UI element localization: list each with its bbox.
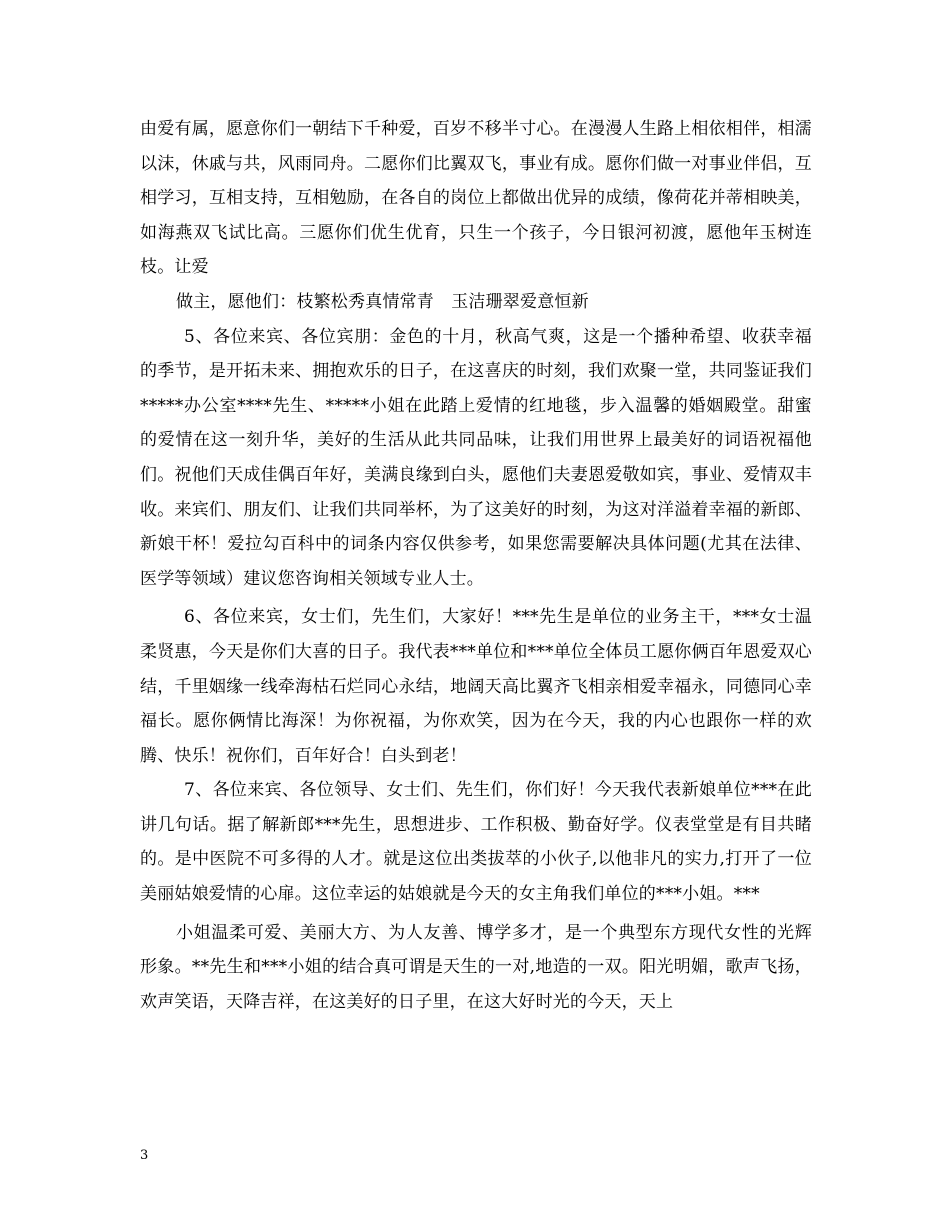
paragraph-bride-description: 小姐温柔可爱、美丽大方、为人友善、博学多才，是一个典型东方现代女性的光辉形象。**先生和***小姐的结合真可谓是天生的一对,地造的一双。阳光明媚，歌声飞扬，欢声笑语，天降吉祥，在这美好的日子里，在这大好时光的今天，天上	[140, 922, 812, 1012]
paragraph-blessings: 由爱有属，愿意你们一朝结下千种爱，百岁不移半寸心。在漫漫人生路上相依相伴，相濡以沫，休戚与共，风雨同舟。二愿你们比翼双飞，事业有成。愿你们做一对事业伴侣，互相学习，互相支持，互相勉励，在各自的岗位上都做出优异的成绩，像荷花并蒂相映美，如海燕双飞试比高。三愿你们优生优育，只生一个孩子，今日银河初渡，愿他年玉树连枝。让爱	[140, 119, 812, 278]
paragraph-speech-5: 5、各位来宾、各位宾朋：金色的十月，秋高气爽，这是一个播种希望、收获幸福的季节，是开拓未来、拥抱欢乐的日子，在这喜庆的时刻，我们欢聚一堂，共同鉴证我们*****办公室****先生、*****小姐在此踏上爱情的红地毯，步入温馨的婚姻殿堂。甜蜜的爱情在这一刻升华，美好的生活从此共同品味，让我们用世界上最美好的词语祝福他们。祝他们天成佳偶百年好，美满良缘到白头，愿他们夫妻恩爱敬如宾，事业、爱情双丰收。来宾们、朋友们、让我们共同举杯，为了这美好的时刻，为这对洋溢着幸福的新郎、新娘干杯！爱拉勾百科中的词条内容仅供参考，如果您需要解决具体问题(尤其在法律、医学等领域）建议您咨询相关领域专业人士。	[140, 326, 812, 589]
document-body	[140, 112, 812, 1019]
paragraph-speech-6: 6、各位来宾，女士们，先生们，大家好！***先生是单位的业务主干，***女士温柔贤惠，今天是你们大喜的日子。我代表***单位和***单位全体员工愿你俩百年恩爱双心结，千里姻缘一线牵海枯石烂同心永结，地阔天高比翼齐飞相亲相爱幸福永，同德同心幸福长。愿你俩情比海深！为你祝福，为你欢笑，因为在今天，我的内心也跟你一样的欢腾、快乐！祝你们，百年好合！白头到老！	[140, 607, 812, 766]
paragraph-speech-7: 7、各位来宾、各位领导、女士们、先生们，你们好！今天我代表新娘单位***在此讲几句话。据了解新郎***先生，思想进步、工作积极、勤奋好学。仪表堂堂是有目共睹的。是中医院不可多得的人才。就是这位出类拔萃的小伙子,以他非凡的实力,打开了一位美丽姑娘爱情的心扉。这位幸运的姑娘就是今天的女主角我们单位的***小姐。***	[140, 780, 812, 905]
page-number: 3	[140, 1148, 149, 1163]
paragraph-wishes-couplet: 做主，愿他们：枝繁松秀真情常青 玉洁珊翠爱意恒新	[176, 291, 589, 312]
